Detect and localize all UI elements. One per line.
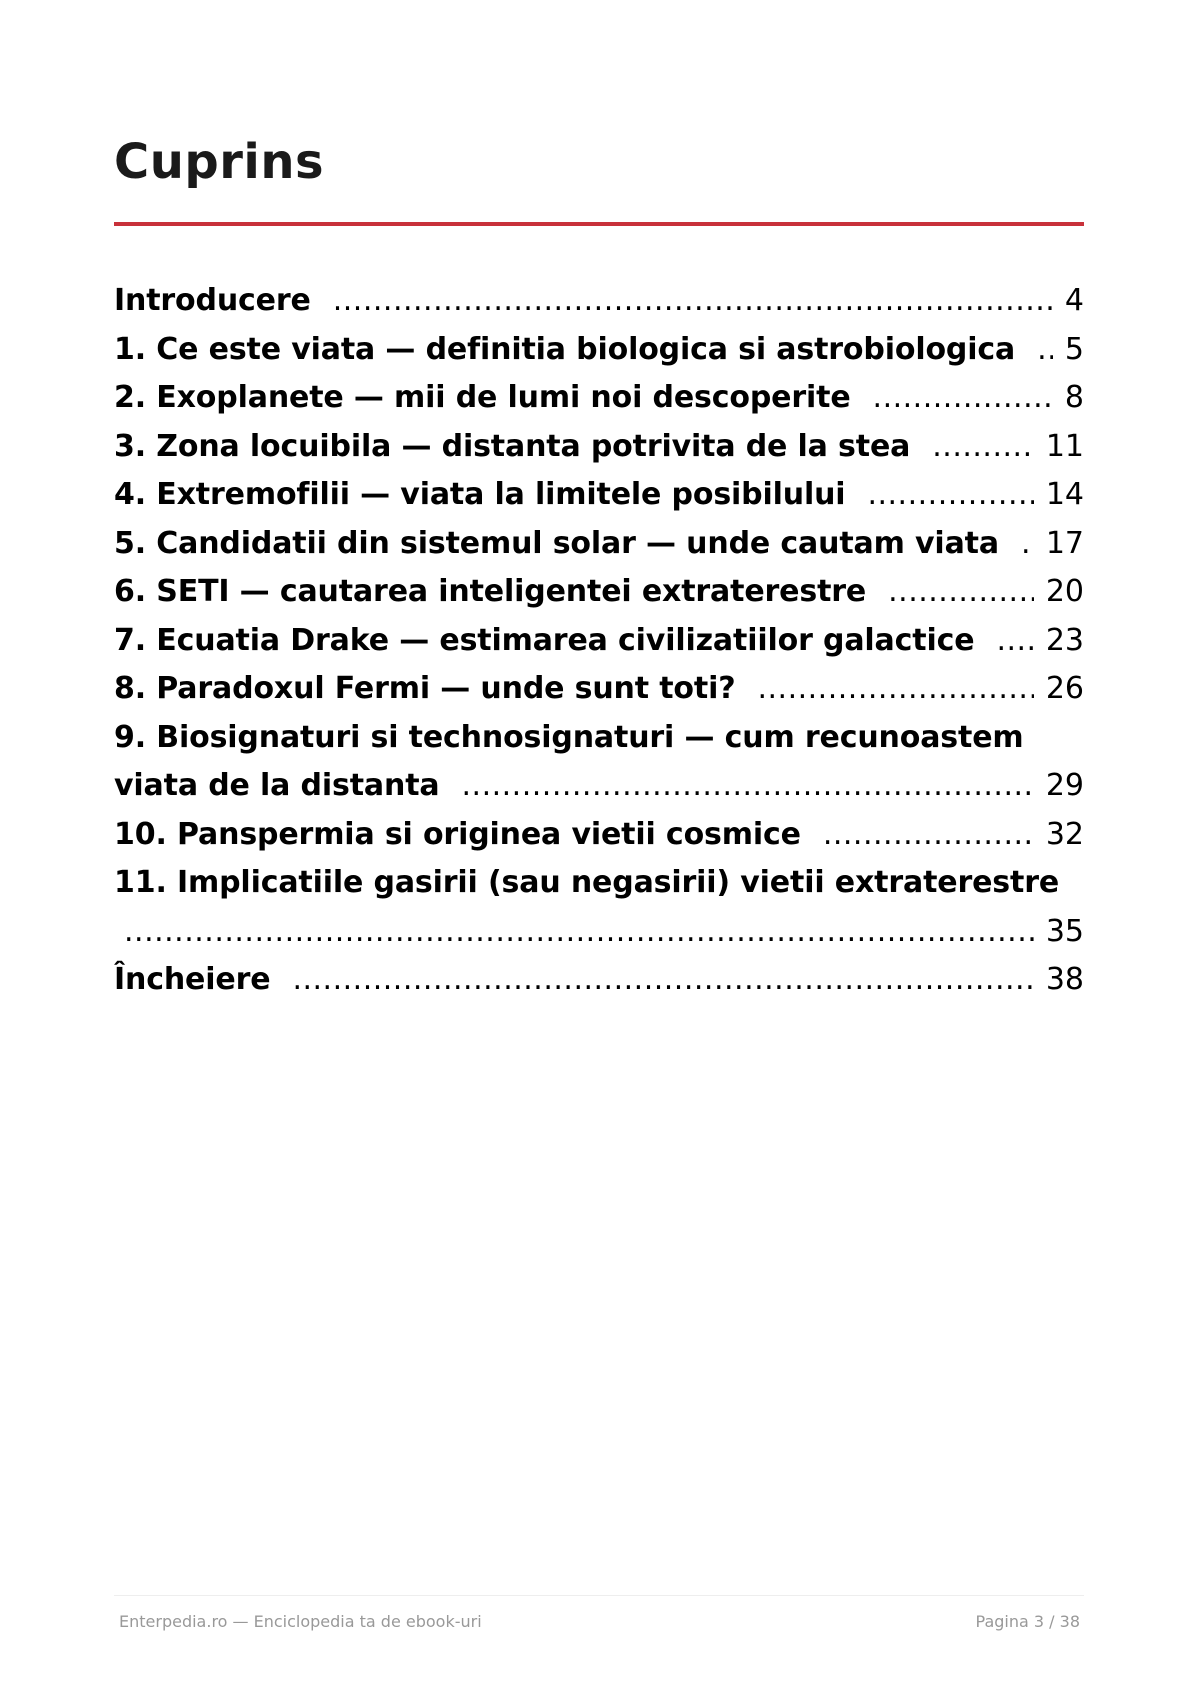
toc-entry-label: 3. Zona locuibila — distanta potrivita de la stea [114,428,911,464]
toc-entry-label-line-1: 11. Implicatiile gasirii (sau negasirii) vietii extraterestre [114,865,1060,900]
toc-dot-leader [996,617,1033,666]
toc-entry-chapter-1[interactable] [114,326,1084,375]
title-divider [114,222,1084,226]
page-title: Cuprins [114,134,325,190]
toc-entry-chapter-10[interactable] [114,811,1084,860]
toc-dot-leader [292,956,1033,1005]
toc-entry-chapter-2[interactable] [114,374,1084,423]
toc-entry-chapter-8[interactable] [114,665,1084,714]
toc-dot-leader [823,811,1034,860]
footer-divider [114,1595,1084,1596]
footer-page-number: Pagina 3 / 38 [975,1612,1080,1631]
toc-entry-chapter-4[interactable] [114,471,1084,520]
toc-page-number: 35 [1045,913,1084,949]
toc-entry-label: Introducere [114,283,311,318]
toc-entry-incheiere[interactable] [114,956,1084,1005]
toc-page-number: 29 [1045,768,1084,803]
toc-dot-leader [462,762,1034,811]
footer-site-credit: Enterpedia.ro — Enciclopedia ta de ebook-uri [119,1612,482,1631]
toc-page-number: 4 [1064,283,1084,318]
toc-page-number: 38 [1045,962,1084,997]
toc-dot-leader [932,423,1034,472]
toc-entry-label: Încheiere [114,962,271,997]
toc-entry-chapter-11[interactable] [114,859,1084,956]
toc-entry-label: 2. Exoplanete — mii de lumi noi descoperite [114,380,851,415]
toc-dot-leader [757,665,1033,714]
toc-entry-label: 1. Ce este viata — definitia biologica si astrobiologica [114,331,1016,367]
table-of-contents [114,277,1084,1005]
toc-entry-label: 6. SETI — cautarea inteligentei extraterestre [114,574,867,609]
toc-entry-chapter-5[interactable] [114,520,1084,569]
toc-entry-chapter-9[interactable] [114,714,1084,811]
toc-entry-chapter-6[interactable] [114,568,1084,617]
toc-dot-leader [888,568,1034,617]
toc-entry-chapter-3[interactable] [114,423,1084,472]
toc-entry-label-line-1: 9. Biosignaturi si technosignaturi — cum recunoastem [114,719,1024,755]
toc-page-number: 26 [1045,671,1084,706]
toc-page-number: 8 [1064,380,1084,415]
toc-entry-label: 10. Panspermia si originea vietii cosmice [114,816,801,852]
toc-page-number: 23 [1045,622,1084,658]
toc-page-number: 20 [1045,574,1084,609]
toc-dot-leader [124,908,1034,957]
toc-entry-label: 5. Candidatii din sistemul solar — unde cautam viata [114,525,999,561]
toc-dot-leader [1037,326,1053,375]
toc-dot-leader [333,277,1053,326]
toc-entry-label-line-2: viata de la distanta [114,768,440,803]
toc-page-number: 14 [1045,477,1084,512]
toc-entry-label: 7. Ecuatia Drake — estimarea civilizatiilor galactice [114,622,975,658]
toc-entry-chapter-7[interactable] [114,617,1084,666]
toc-dot-leader [873,374,1053,423]
toc-dot-leader [867,471,1033,520]
toc-entry-label: 8. Paradoxul Fermi — unde sunt toti? [114,671,736,706]
toc-entry-label: 4. Extremofilii — viata la limitele posibilului [114,477,846,512]
toc-entry-introducere[interactable] [114,277,1084,326]
toc-page-number: 11 [1045,428,1084,464]
toc-page-number: 32 [1045,816,1084,852]
toc-dot-leader [1021,520,1034,569]
toc-page-number: 5 [1064,331,1084,367]
toc-page-number: 17 [1045,525,1084,561]
